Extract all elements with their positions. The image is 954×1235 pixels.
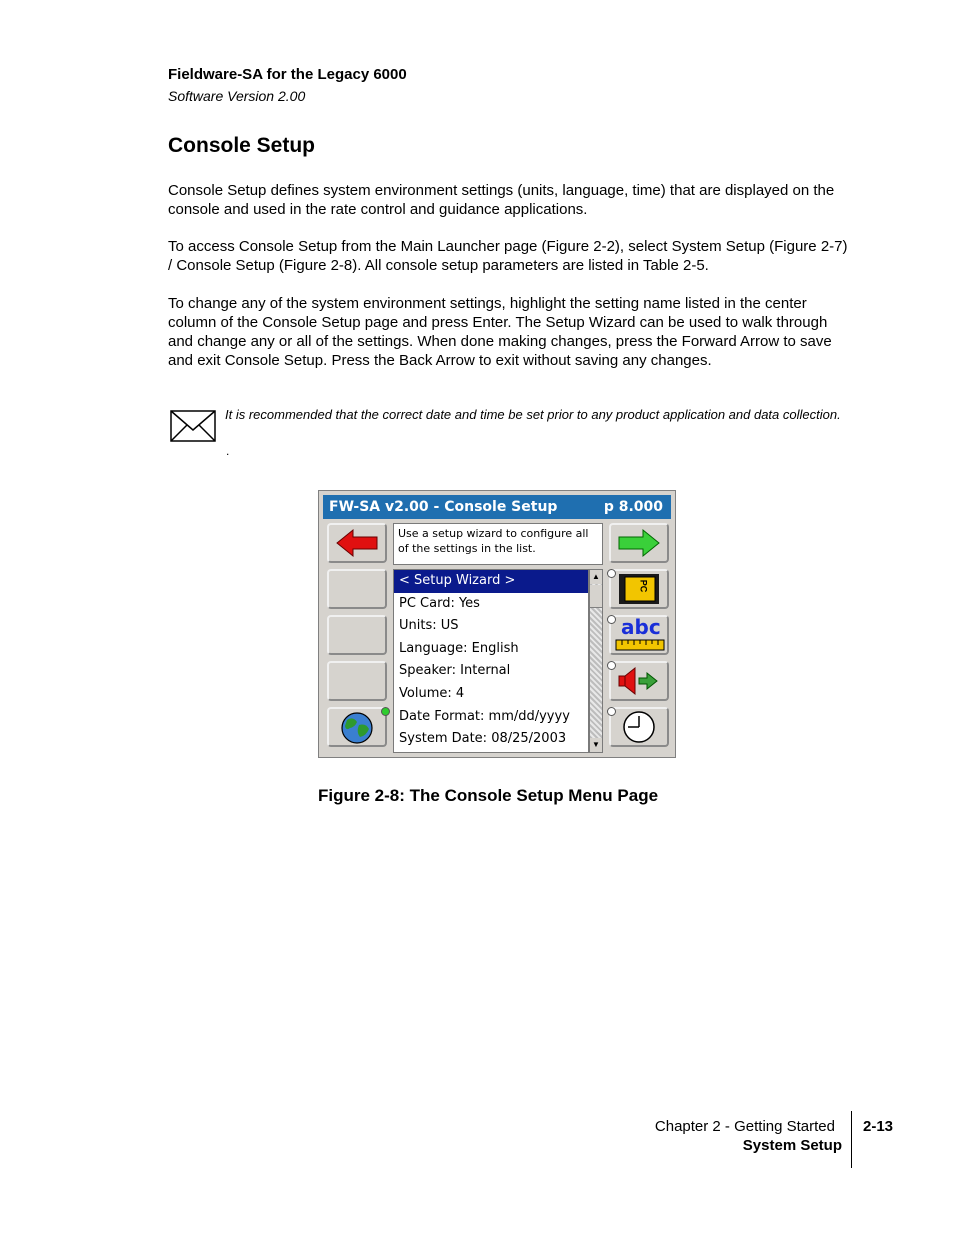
status-led (607, 615, 616, 624)
status-led-green (381, 707, 390, 716)
footer-chapter: Chapter 2 - Getting Started (654, 1118, 835, 1135)
speaker-arrow-icon (611, 663, 667, 699)
list-item[interactable]: System Date: 08/25/2003 (399, 731, 567, 747)
back-arrow-button[interactable] (327, 523, 387, 563)
scroll-up-arrow-icon[interactable]: ▲ (590, 570, 602, 584)
screen-title: FW-SA v2.00 - Console Setup (329, 499, 558, 515)
footer-section: System Setup (742, 1137, 842, 1154)
ruler-icon (615, 639, 665, 651)
paragraph-3: To change any of the system environment settings, highlight the setting name listed in the center column of the Console Setup page and press Enter. The Setup Wizard can be used to walk through and change any or all of the settings. When done making changes, press the Forward Arrow to save and exit Console Setup. Press the Back Arrow to exit without saving any changes. (168, 295, 832, 369)
paragraph-1: Console Setup defines system environment settings (units, language, time) that are displayed on the console and used in the rate control and guidance applications. (168, 182, 835, 218)
green-right-arrow-icon (611, 525, 667, 561)
empty-button-2[interactable] (327, 615, 387, 655)
note-text: It is recommended that the correct date and time be set prior to any product application and data collection. (225, 407, 841, 422)
footer-page-number: 2-13 (863, 1118, 894, 1135)
list-item[interactable]: Speaker: Internal (399, 663, 511, 679)
settings-list[interactable] (393, 569, 589, 753)
section-title: Console Setup (168, 134, 316, 157)
globe-icon (329, 709, 385, 745)
footer-divider (851, 1111, 852, 1168)
pc-card-button[interactable] (609, 569, 669, 609)
status-led (607, 707, 616, 716)
screen-titlebar (323, 495, 671, 519)
console-setup-screenshot (318, 490, 676, 758)
forward-arrow-button[interactable] (609, 523, 669, 563)
empty-button-3[interactable] (327, 661, 387, 701)
scroll-down-arrow-icon[interactable]: ▼ (590, 738, 602, 752)
screen-page-number: p 8.000 (603, 499, 663, 515)
document-header-subtitle: Software Version 2.00 (168, 88, 306, 104)
abc-label: abc (621, 615, 661, 639)
scroll-thumb[interactable] (590, 585, 602, 608)
red-left-arrow-icon (329, 525, 385, 561)
status-led (607, 661, 616, 670)
list-item[interactable]: Units: US (399, 618, 459, 634)
status-led (607, 569, 616, 578)
help-text-box: Use a setup wizard to configure all of the settings in the list. (393, 523, 603, 565)
empty-button-1[interactable] (327, 569, 387, 609)
globe-button[interactable] (327, 707, 387, 747)
note-trailing-mark: . (226, 444, 230, 458)
pc-card-label: PC (638, 579, 649, 593)
envelope-icon (170, 410, 216, 442)
list-item[interactable]: Language: English (399, 640, 519, 656)
paragraph-2: To access Console Setup from the Main Launcher page (Figure 2-2), select System Setup (Figure 2-7) / Console Setup (Figure 2-8). All console setup parameters are listed in Table 2-5. (168, 238, 848, 274)
figure-caption: Figure 2-8: The Console Setup Menu Page (318, 786, 659, 805)
list-scrollbar[interactable] (589, 569, 603, 753)
list-item[interactable]: < Setup Wizard > (394, 570, 588, 593)
clock-button[interactable] (609, 707, 669, 747)
clock-icon (611, 709, 667, 745)
speaker-button[interactable] (609, 661, 669, 701)
document-header-title: Fieldware-SA for the Legacy 6000 (168, 66, 407, 83)
list-item[interactable]: PC Card: Yes (399, 595, 480, 611)
list-item[interactable]: Date Format: mm/dd/yyyy (399, 708, 570, 724)
list-item[interactable]: Volume: 4 (399, 685, 465, 701)
units-button[interactable] (609, 615, 669, 655)
